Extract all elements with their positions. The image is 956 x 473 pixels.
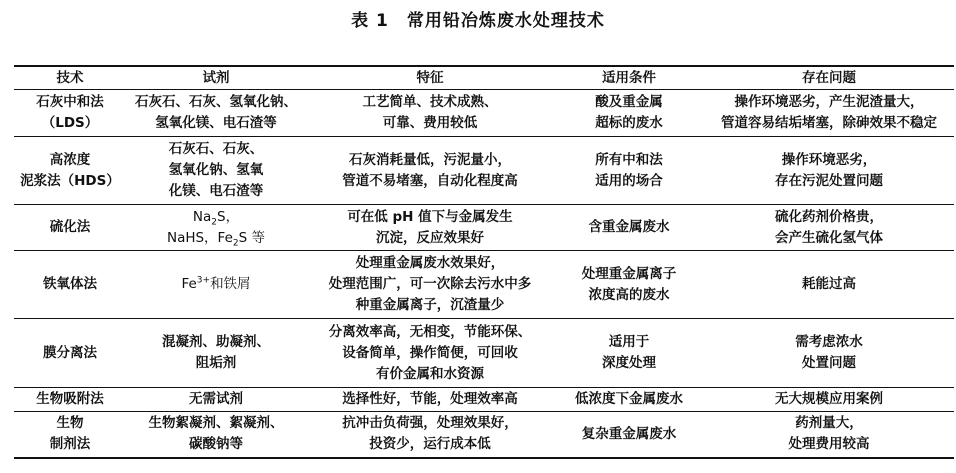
cell-tech: 生物 制剂法	[14, 412, 126, 458]
cell-feature: 石灰消耗量低，污泥量小， 管道不易堵塞，自动化程度高	[306, 137, 554, 205]
cell-problem: 无大规模应用案例	[704, 388, 954, 412]
cell-condition: 适用于 深度处理	[554, 319, 704, 388]
cell-condition: 低浓度下金属废水	[554, 388, 704, 412]
technology-table	[14, 65, 954, 459]
header-feature: 特征	[306, 66, 554, 90]
table-row	[14, 251, 954, 319]
cell-tech: 铁氧体法	[14, 251, 126, 319]
cell-problem: 操作环境恶劣， 存在污泥处置问题	[704, 137, 954, 205]
table-title	[0, 6, 956, 31]
cell-reagent: 生物絮凝剂、絮凝剂、 碳酸钠等	[126, 412, 306, 458]
cell-problem: 需考虑浓水 处置问题	[704, 319, 954, 388]
cell-problem: 耗能过高	[704, 251, 954, 319]
table-row	[14, 90, 954, 137]
table-row	[14, 412, 954, 458]
cell-feature: 选择性好，节能，处理效率高	[306, 388, 554, 412]
cell-tech: 生物吸附法	[14, 388, 126, 412]
cell-feature: 抗冲击负荷强，处理效果好， 投资少，运行成本低	[306, 412, 554, 458]
table-row	[14, 388, 954, 412]
header-row	[14, 66, 954, 90]
cell-reagent: 混凝剂、助凝剂、 阻垢剂	[126, 319, 306, 388]
cell-problem: 操作环境恶劣，产生泥渣量大， 管道容易结垢堵塞，除砷效果不稳定	[704, 90, 954, 137]
cell-feature: 处理重金属废水效果好， 处理范围广，可一次除去污水中多 种重金属离子，沉渣量少	[306, 251, 554, 319]
header-tech: 技术	[14, 66, 126, 90]
cell-reagent: $Fe^{3+}$和铁屑	[126, 251, 306, 319]
table-number: 表 1	[351, 11, 389, 31]
table-row	[14, 137, 954, 205]
table-row	[14, 205, 954, 251]
cell-reagent: 无需试剂	[126, 388, 306, 412]
cell-feature: 工艺简单、技术成熟、 可靠、费用较低	[306, 90, 554, 137]
header-problem: 存在问题	[704, 66, 954, 90]
header-reagent: 试剂	[126, 66, 306, 90]
cell-condition: 复杂重金属废水	[554, 412, 704, 458]
cell-reagent: 石灰石、石灰、 氢氧化钠、氢氧 化镁、电石渣等	[126, 137, 306, 205]
cell-condition: 酸及重金属 超标的废水	[554, 90, 704, 137]
cell-condition: 处理重金属离子 浓度高的废水	[554, 251, 704, 319]
cell-tech: 膜分离法	[14, 319, 126, 388]
table-caption: 常用铅冶炼废水处理技术	[406, 11, 605, 31]
cell-condition: 含重金属废水	[554, 205, 704, 251]
cell-feature: 分离效率高，无相变，节能环保、 设备简单，操作简便，可回收 有价金属和水资源	[306, 319, 554, 388]
header-condition: 适用条件	[554, 66, 704, 90]
table-row	[14, 319, 954, 388]
cell-problem: 硫化药剂价格贵， 会产生硫化氢气体	[704, 205, 954, 251]
cell-reagent: $Na_2S$， NaHS，$Fe_2S$ 等	[126, 205, 306, 251]
cell-condition: 所有中和法 适用的场合	[554, 137, 704, 205]
cell-tech: 高浓度 泥浆法（HDS）	[14, 137, 126, 205]
cell-feature: 可在低 pH 值下与金属发生 沉淀，反应效果好	[306, 205, 554, 251]
cell-tech: 石灰中和法 （LDS）	[14, 90, 126, 137]
cell-reagent: 石灰石、石灰、氢氧化钠、 氢氧化镁、电石渣等	[126, 90, 306, 137]
cell-problem: 药剂量大， 处理费用较高	[704, 412, 954, 458]
cell-tech: 硫化法	[14, 205, 126, 251]
